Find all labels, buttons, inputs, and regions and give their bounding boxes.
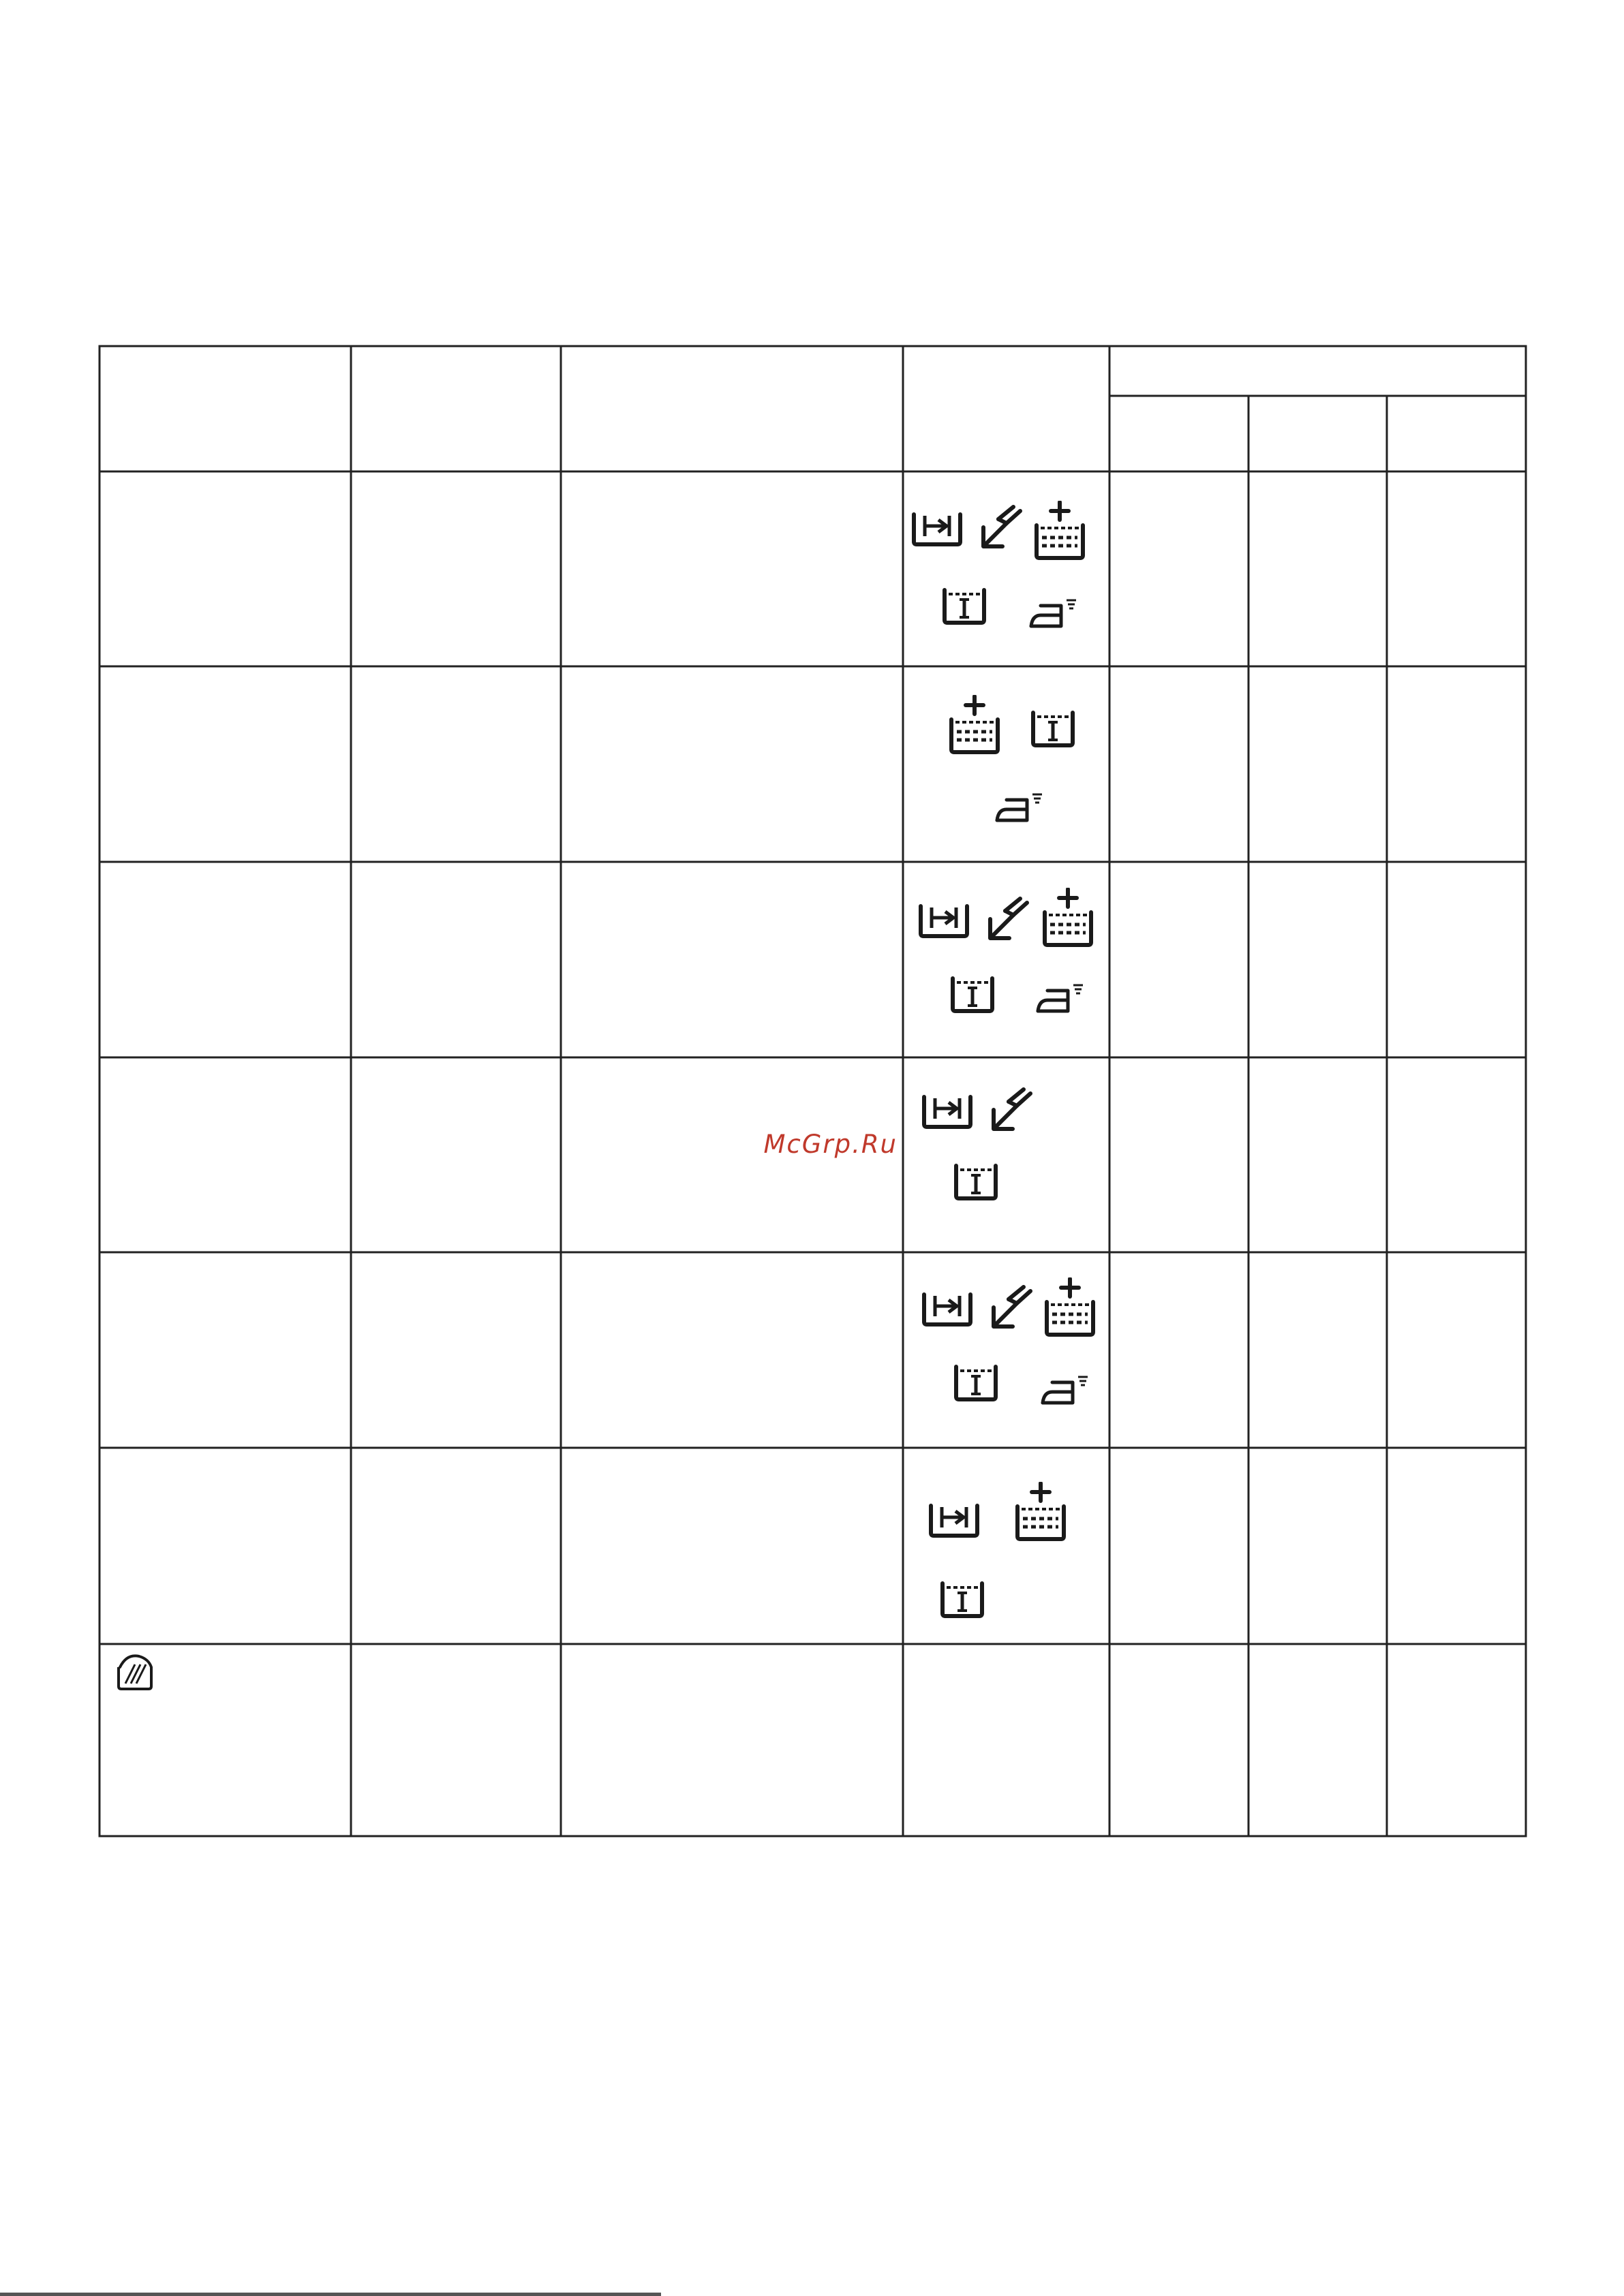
easy-iron-icon — [992, 790, 1046, 824]
footer-rule — [0, 2293, 661, 2296]
easy-iron-icon — [1037, 1373, 1092, 1407]
prewash-icon — [920, 1288, 975, 1329]
hand-wash-icon — [114, 1651, 155, 1692]
rinse-hold-icon — [952, 1363, 1000, 1403]
stain-icon — [988, 1087, 1036, 1134]
rinse-hold-icon — [949, 974, 996, 1015]
rinse-hold-icon — [1029, 709, 1077, 749]
easy-iron-icon — [1026, 596, 1080, 630]
rinse-hold-icon — [938, 1579, 986, 1620]
easy-iron-icon — [1032, 981, 1087, 1015]
extra-rinse-icon — [1043, 1277, 1097, 1339]
stain-icon — [985, 896, 1032, 944]
prewash-icon — [920, 1090, 975, 1131]
extra-rinse-icon — [1032, 501, 1087, 562]
rinse-hold-icon — [940, 586, 988, 627]
extra-rinse-icon — [1041, 888, 1095, 949]
prewash-icon — [910, 508, 964, 548]
stain-icon — [988, 1284, 1036, 1332]
prewash-icon — [927, 1499, 981, 1540]
watermark-text: McGrp.Ru — [763, 1130, 898, 1159]
extra-rinse-icon — [947, 695, 1002, 756]
extra-rinse-icon — [1013, 1482, 1068, 1543]
stain-icon — [978, 504, 1026, 552]
rinse-hold-icon — [952, 1162, 1000, 1203]
table-border — [99, 346, 1526, 1836]
prewash-icon — [917, 899, 971, 940]
